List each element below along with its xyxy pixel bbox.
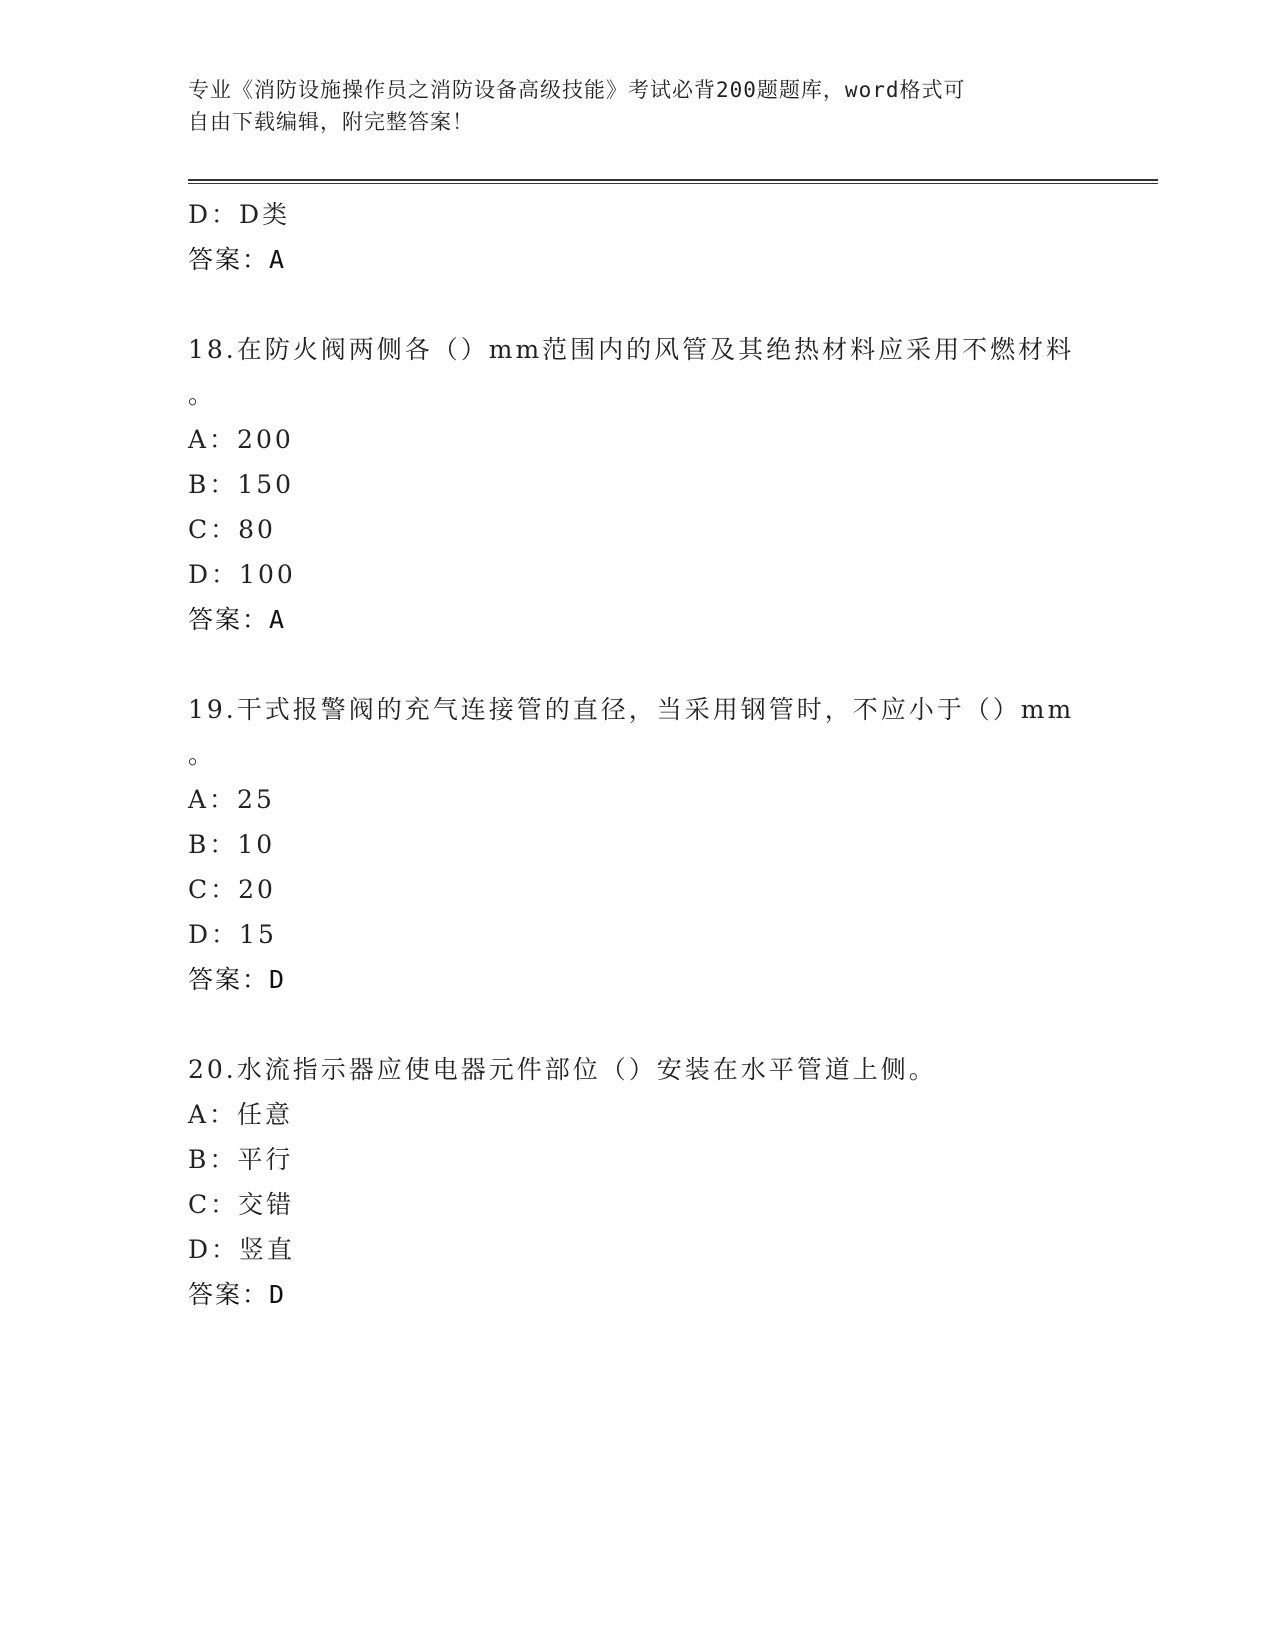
header-line-2: 自由下载编辑，附完整答案！ xyxy=(188,110,474,134)
question-19-stem-continued: 。 xyxy=(188,740,214,769)
question-18-option-a: A：200 xyxy=(188,425,294,454)
question-19-option-a: A：25 xyxy=(188,785,275,814)
question-20-option-c: C：交错 xyxy=(188,1190,295,1219)
question-18-option-b: B：150 xyxy=(188,470,295,499)
prev-option-d: D：D类 xyxy=(188,200,291,229)
question-20-option-d: D：竖直 xyxy=(188,1235,296,1264)
question-20-option-b: B：平行 xyxy=(188,1145,294,1174)
question-18-stem-continued: 。 xyxy=(188,380,214,409)
question-18-option-d: D：100 xyxy=(188,560,296,589)
question-20-option-a: A：任意 xyxy=(188,1100,294,1129)
header-divider-thin xyxy=(188,183,1158,184)
header-divider-thick xyxy=(188,179,1158,181)
question-19-stem: 19.干式报警阀的充气连接管的直径，当采用钢管时，不应小于（）mm xyxy=(188,695,1075,724)
question-19-option-d: D：15 xyxy=(188,920,277,949)
question-19-option-b: B：10 xyxy=(188,830,276,859)
prev-answer: 答案：A xyxy=(188,245,287,274)
question-20-stem: 20.水流指示器应使电器元件部位（）安装在水平管道上侧。 xyxy=(188,1055,937,1084)
question-20-answer: 答案：D xyxy=(188,1280,287,1309)
page-header xyxy=(188,74,1068,138)
question-18-stem: 18.在防火阀两侧各（）mm范围内的风管及其绝热材料应采用不燃材料 xyxy=(188,335,1075,364)
question-18-option-c: C：80 xyxy=(188,515,276,544)
question-19-answer: 答案：D xyxy=(188,965,287,994)
question-18-answer: 答案：A xyxy=(188,605,287,634)
header-line-1: 专业《消防设施操作员之消防设备高级技能》考试必背200题题库，word格式可 xyxy=(188,78,966,102)
question-19-option-c: C：20 xyxy=(188,875,276,904)
